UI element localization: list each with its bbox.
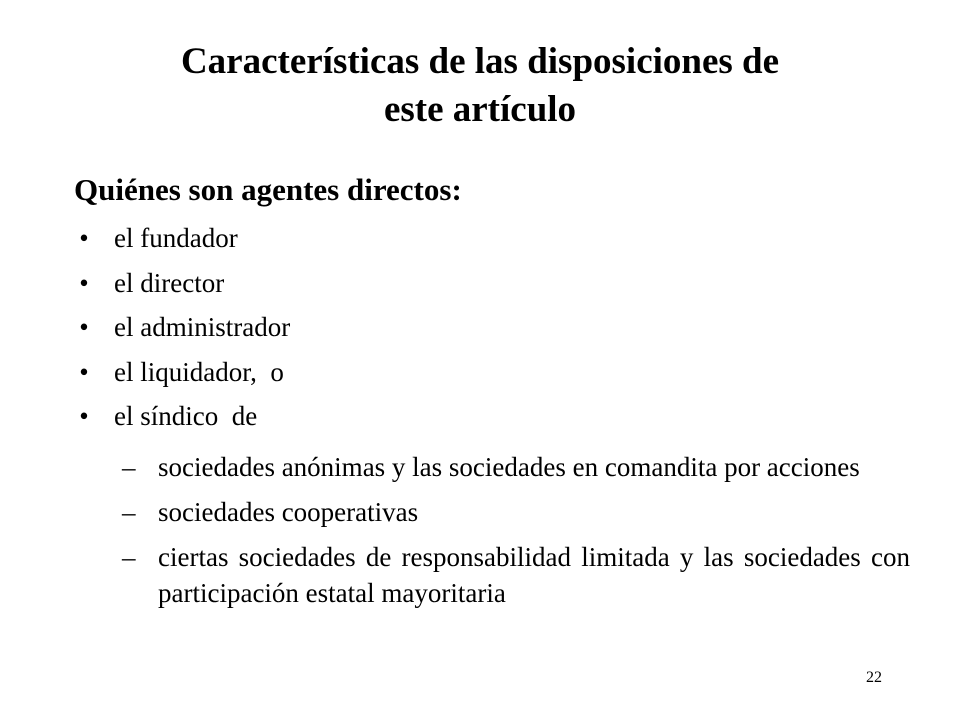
sub-bullet-list xyxy=(122,449,910,620)
sub-bullet-text: sociedades cooperativas xyxy=(158,497,419,527)
bullet-item xyxy=(74,265,290,310)
sub-bullet-item xyxy=(122,449,910,485)
bullet-text: el síndico de xyxy=(114,401,258,431)
title-line-2: este artículo xyxy=(383,89,577,130)
dash-icon: – xyxy=(122,542,136,572)
dash-icon: – xyxy=(122,497,136,527)
bullet-text: el liquidador, o xyxy=(114,356,284,387)
bullet-item xyxy=(74,398,290,443)
bullet-icon: • xyxy=(79,223,89,253)
sub-bullet-item xyxy=(122,494,910,530)
dash-icon: – xyxy=(122,452,136,482)
sub-bullet-text: ciertas sociedades de responsabilidad limitada y las sociedades con participación estatal mayoritaria xyxy=(158,542,910,608)
sub-bullet-item xyxy=(122,539,910,611)
bullet-text: el director xyxy=(114,267,225,298)
bullet-icon: • xyxy=(79,267,89,298)
bullet-icon: • xyxy=(79,312,89,342)
slide-title xyxy=(60,38,900,134)
bullet-item xyxy=(74,354,290,399)
bullet-text: el administrador xyxy=(114,312,291,342)
bullet-icon: • xyxy=(79,356,89,387)
bullet-item xyxy=(74,309,290,354)
page-number: 22 xyxy=(866,669,882,686)
sub-bullet-text: sociedades anónimas y las sociedades en comandita por acciones xyxy=(158,452,860,482)
bullet-text: el fundador xyxy=(114,223,238,253)
bullet-list xyxy=(74,220,290,443)
bullet-icon: • xyxy=(79,401,89,431)
subheading: Quiénes son agentes directos: xyxy=(74,172,462,207)
title-line-1: Características de las disposiciones de xyxy=(180,41,780,82)
bullet-item xyxy=(74,220,290,265)
